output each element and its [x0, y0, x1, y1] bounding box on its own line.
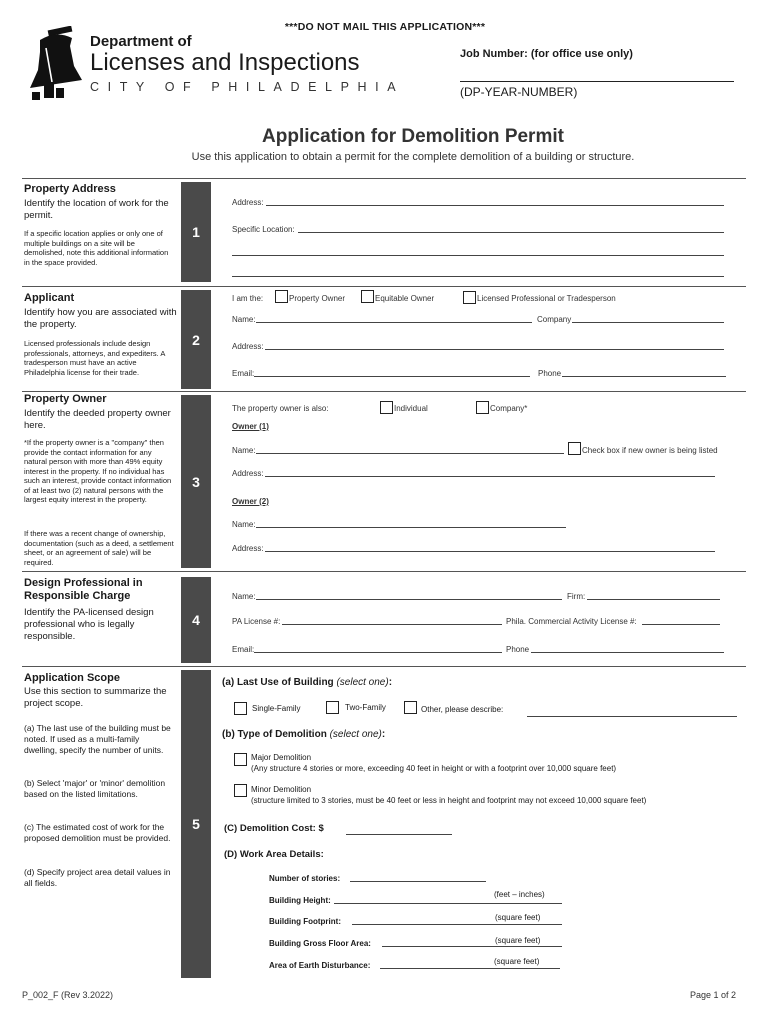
company-label: Company*: [490, 404, 528, 413]
minor-demolition-description: (structure limited to 3 stories, must be 40 feet or less in height and footprint may not exceed 10,000 square feet): [251, 796, 647, 805]
liberty-bell-logo-icon: [26, 26, 86, 100]
section-3-note-2: If there was a recent change of ownership, documentation (such as a deed, a settlement sheet, or an agreement of sale) will be required.: [24, 529, 174, 567]
demolition-cost-field[interactable]: [346, 834, 452, 835]
property-owner-label: Property Owner: [289, 294, 346, 303]
two-family-checkbox[interactable]: [326, 701, 339, 714]
section-3-note-1: *If the property owner is a "company" then provide the contact information for any natural person with more than 49% equity interest in the property. If no individual has such an interest, provide contact information of at least two (2) natural persons with the largest equity interest in the property.: [24, 438, 172, 504]
owner-1-address-label: Address:: [232, 469, 264, 478]
section-5-number: 5: [181, 670, 211, 978]
section-1-divider: [22, 178, 746, 179]
footprint-unit: (square feet): [495, 913, 541, 922]
owner-2-address-label: Address:: [232, 544, 264, 553]
section-5-description: Use this section to summarize the project scope.: [24, 686, 167, 709]
other-use-label: Other, please describe:: [421, 705, 504, 714]
design-pro-email-field[interactable]: [254, 652, 502, 653]
individual-label: Individual: [394, 404, 428, 413]
property-owner-checkbox[interactable]: [275, 290, 288, 303]
section-2-description: Identify how you are associated with the property.: [24, 307, 177, 330]
phila-license-label: Phila. Commercial Activity License #:: [506, 617, 637, 626]
section-1-description: Identify the location of work for the permit.: [24, 198, 169, 221]
section-4-title: Design Professional in Responsible Charge: [24, 577, 143, 602]
city-of-philadelphia-line: CITY OF PHILADELPHIA: [90, 80, 405, 94]
height-field[interactable]: [334, 903, 562, 904]
major-demolition-description: (Any structure 4 stories or more, exceeding 40 feet in height or with a footprint over 10,000 square feet): [251, 764, 617, 773]
earth-disturbance-label: Area of Earth Disturbance:: [269, 961, 371, 970]
section-3-title: Property Owner: [24, 393, 107, 405]
section-5-note-a: (a) The last use of the building must be noted. If used as a multi-family dwelling, specify the number of units.: [24, 723, 171, 755]
section-5-divider: [22, 666, 746, 667]
company-checkbox[interactable]: [476, 401, 489, 414]
work-area-heading: (D) Work Area Details:: [224, 849, 324, 860]
design-pro-name-field[interactable]: [256, 599, 562, 600]
section-5-title: Application Scope: [24, 672, 120, 684]
applicant-email-label: Email:: [232, 369, 255, 378]
design-pro-email-label: Email:: [232, 645, 255, 654]
section-3-divider: [22, 391, 746, 392]
licensed-professional-label: Licensed Professional or Tradesperson: [477, 294, 616, 303]
job-number-label: Job Number: (for office use only): [460, 48, 633, 60]
licenses-inspections-line: Licenses and Inspections: [90, 49, 360, 76]
firm-field[interactable]: [587, 599, 720, 600]
section-3-number: 3: [181, 395, 211, 568]
owner-2-heading: Owner (2): [232, 497, 269, 506]
job-number-format: (DP-YEAR-NUMBER): [460, 85, 578, 99]
section-4-divider: [22, 571, 746, 572]
owner-is-also-label: The property owner is also:: [232, 404, 329, 413]
form-id: P_002_F (Rev 3.2022): [22, 990, 114, 1000]
section-4-number: 4: [181, 577, 211, 663]
pa-license-field[interactable]: [282, 624, 502, 625]
equitable-owner-label: Equitable Owner: [375, 294, 435, 303]
owner-2-address-field[interactable]: [265, 551, 715, 552]
section-2-note: Licensed professionals include design professionals, attorneys, and expediters. A tradesperson must have an active Philadelphia license for their trade.: [24, 339, 165, 377]
owner-1-name-label: Name:: [232, 446, 256, 455]
applicant-name-field[interactable]: [256, 322, 532, 323]
pa-license-label: PA License #:: [232, 617, 281, 626]
minor-demolition-checkbox[interactable]: [234, 784, 247, 797]
section-1-title: Property Address: [24, 183, 116, 195]
gross-floor-area-label: Building Gross Floor Area:: [269, 939, 371, 948]
section-4-description: Identify the PA-licensed design professional who is legally responsible.: [24, 607, 154, 642]
gross-floor-area-field[interactable]: [382, 946, 562, 947]
new-owner-checkbox[interactable]: [568, 442, 581, 455]
section-5-note-b: (b) Select 'major' or 'minor' demolition based on the listed limitations.: [24, 778, 166, 799]
department-line: Department of: [90, 33, 192, 50]
single-family-checkbox[interactable]: [234, 702, 247, 715]
design-pro-phone-field[interactable]: [531, 652, 724, 653]
footprint-field[interactable]: [352, 924, 562, 925]
owner-2-name-field[interactable]: [256, 527, 566, 528]
major-demolition-checkbox[interactable]: [234, 753, 247, 766]
stories-label: Number of stories:: [269, 874, 341, 883]
applicant-phone-field[interactable]: [562, 376, 726, 377]
i-am-the-label: I am the:: [232, 294, 264, 303]
other-use-field[interactable]: [527, 716, 737, 717]
height-label: Building Height:: [269, 896, 331, 905]
page-subtitle: Use this application to obtain a permit for the complete demolition of a building or structure.: [191, 151, 635, 163]
earth-disturbance-field[interactable]: [380, 968, 560, 969]
stories-field[interactable]: [350, 881, 486, 882]
section-5-note-d: (d) Specify project area detail values in all fields.: [24, 867, 171, 888]
section-1-number: 1: [181, 182, 211, 282]
footprint-label: Building Footprint:: [269, 917, 341, 926]
specific-location-label: Specific Location:: [232, 225, 295, 234]
page-title: Application for Demolition Permit: [262, 126, 564, 147]
gross-floor-area-unit: (square feet): [495, 936, 541, 945]
specific-location-field-2[interactable]: [232, 255, 724, 256]
last-use-heading: (a) Last Use of Building (select one):: [222, 677, 393, 688]
new-owner-label: Check box if new owner is being listed: [582, 446, 718, 455]
specific-location-field[interactable]: [298, 232, 724, 233]
two-family-label: Two-Family: [345, 703, 386, 712]
individual-checkbox[interactable]: [380, 401, 393, 414]
applicant-company-field[interactable]: [572, 322, 724, 323]
job-number-field[interactable]: [460, 81, 734, 82]
property-address-field[interactable]: [266, 205, 724, 206]
property-address-label: Address:: [232, 198, 264, 207]
applicant-company-label: Company: [537, 315, 572, 324]
applicant-email-field[interactable]: [254, 376, 530, 377]
design-pro-name-label: Name:: [232, 592, 256, 601]
section-3-description: Identify the deeded property owner here.: [24, 408, 171, 431]
demolition-type-heading: (b) Type of Demolition (select one):: [222, 729, 386, 740]
owner-1-heading: Owner (1): [232, 422, 269, 431]
owner-2-name-label: Name:: [232, 520, 256, 529]
single-family-label: Single-Family: [252, 704, 301, 713]
applicant-address-label: Address:: [232, 342, 264, 351]
owner-1-address-field[interactable]: [265, 476, 715, 477]
section-2-divider: [22, 286, 746, 287]
earth-disturbance-unit: (square feet): [494, 957, 540, 966]
applicant-phone-label: Phone: [538, 369, 562, 378]
section-2-title: Applicant: [24, 292, 75, 304]
applicant-name-label: Name:: [232, 315, 256, 324]
specific-location-field-3[interactable]: [232, 276, 724, 277]
section-1-note: If a specific location applies or only one of multiple buildings on a site will be demolished, note this additional information in the space provided.: [24, 229, 169, 267]
height-unit: (feet – inches): [494, 890, 545, 899]
minor-demolition-title: Minor Demolition: [251, 785, 312, 794]
design-pro-phone-label: Phone: [506, 645, 530, 654]
page-number: Page 1 of 2: [690, 990, 737, 1000]
do-not-mail-notice: ***DO NOT MAIL THIS APPLICATION***: [284, 21, 486, 33]
section-5-note-c: (c) The estimated cost of work for the proposed demolition must be provided.: [24, 822, 171, 843]
equitable-owner-checkbox[interactable]: [361, 290, 374, 303]
phila-license-field[interactable]: [642, 624, 720, 625]
other-use-checkbox[interactable]: [404, 701, 417, 714]
firm-label: Firm:: [567, 592, 586, 601]
licensed-professional-checkbox[interactable]: [463, 291, 476, 304]
section-2-number: 2: [181, 290, 211, 389]
applicant-address-field[interactable]: [265, 349, 724, 350]
owner-1-name-field[interactable]: [256, 453, 564, 454]
demolition-cost-label: (C) Demolition Cost: $: [224, 823, 324, 834]
major-demolition-title: Major Demolition: [251, 753, 312, 762]
